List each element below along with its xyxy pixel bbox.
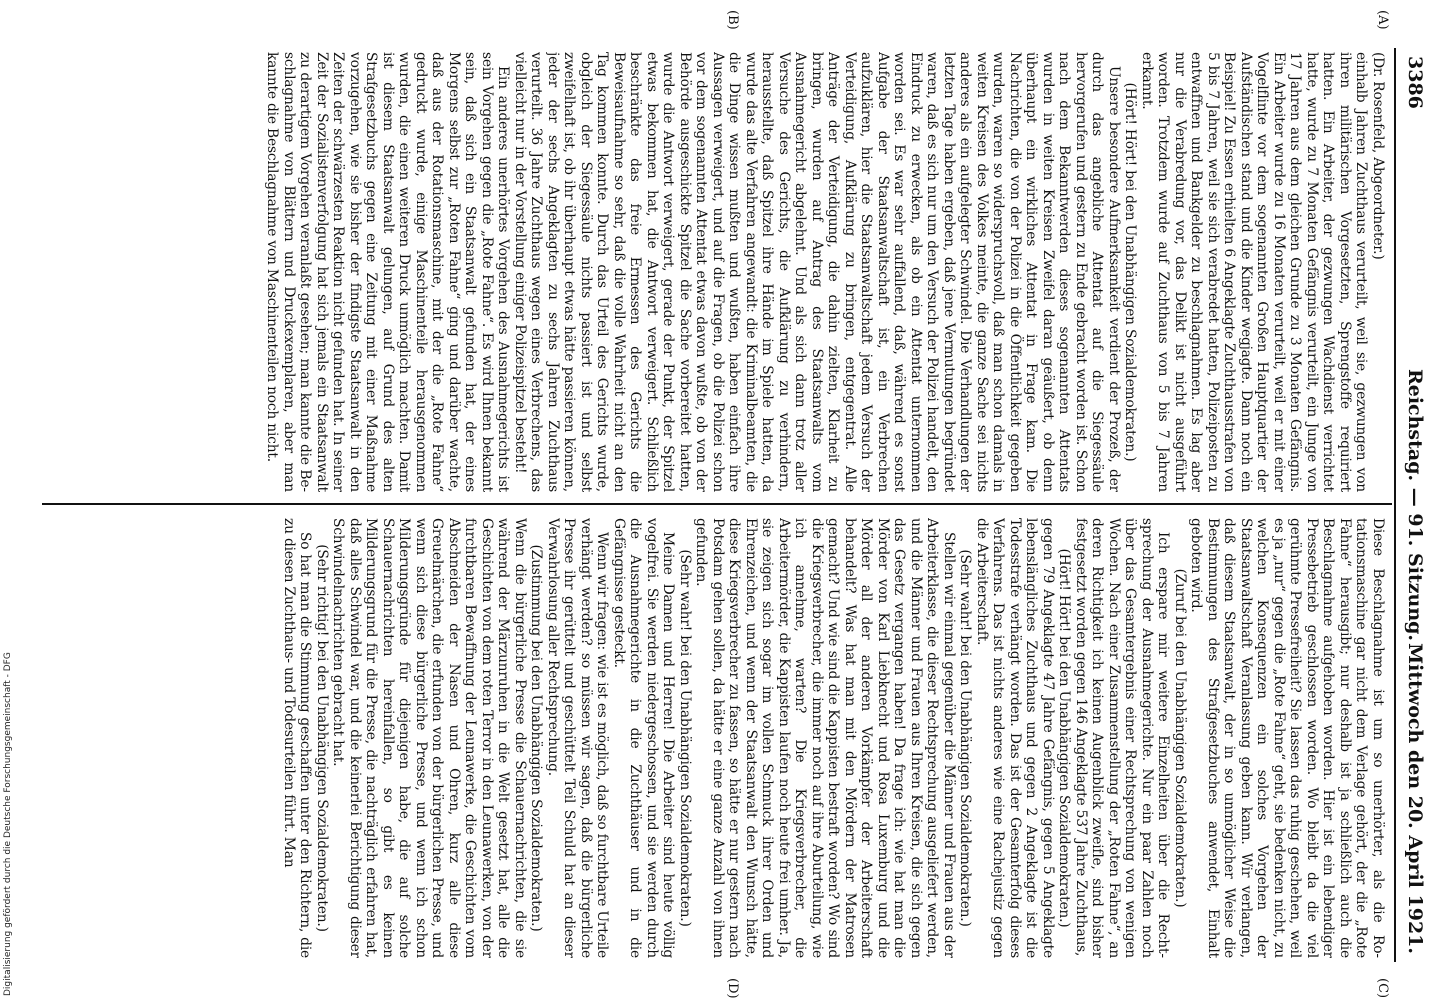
interjection: (Hört! Hört! bei den Unabhängigen Sozialdemokraten.)	[1122, 82, 1139, 462]
marker-c: (C)	[1375, 978, 1390, 999]
interjection: (Zustimmung bei den Unabhängigen Sozialdemokraten.)	[528, 544, 545, 932]
column-rule	[42, 503, 1392, 505]
rotated-page	[40, 10, 1430, 999]
paragraph: Unsere besondere Aufmerksamkeit verdient der Prozeß, der durch das angebliche Attentat auf die Siegessäule hervorgerufen und gestern zu Ende gebracht worden ist. Schon nach dem Bekanntwerden dieses sogenannten Attentats wurden in weiten Kreisen Zweifel daran geäußert, ob denn überhaupt ein wirkliches Attentat in Frage kam. Die Nachrichten, die von der Polizei in die Öffentlichkeit gegeben wurden, waren so widerspruchsvoll, daß man schon damals in weiten Kreisen des Volkes meinte, die ganze Sache sei nichts anderes als ein aufgelegter Schwindel. Die Verhandlungen der letzten Tage haben ergeben, daß jene Vermutungen begründet waren, daß es sich nur um den Versuch der Polizei handelt, den Eindruck zu erwecken, als ob ein Attentat unternommen worden sei. Es war sehr auffallend, daß, während es sonst Aufgabe der Staatsanwaltschaft ist, ein Verbrechen aufzuklären, hier die Staatsanwaltschaft jedem Versuch der Verteidigung, Aufklärung zu bringen, entgegentrat. Alle Anträge der Verteidigung, die dahin zielten, Klarheit zu bringen, wurden auf Antrag des Staatsanwalts vom Ausnahmegericht abgelehnt. Und als sich dann trotz aller Versuche des Gerichts, die Aufklärung zu verhindern, herausstellte, daß Spitzel ihre Hände im Spiele hatten, da wurde das alte Verfahren angewandt: die Kriminalbeamten, die die Dinge wissen mußten und wußten, haben einfach ihre Aussagen verweigert, und auf die Fragen, ob die Polizei schon vor dem sogenannten Attentat etwas davon wußte, ob von der Behörde ausgeschickte Spitzel die Sache vorbereitet hatten, wurde die Antwort verweigert, gerade der Punkt, der Spitzel etwas bekommen hat, die Antwort verweigert. Schließlich beschränkte das freie Ermessen des Gerichts die Beweisaufnahme so sehr, daß die volle Wahrheit nicht an den Tag kommen konnte. Durch das Urteil des Gerichts wurde, obgleich der Siegessäule nichts passiert ist und selbst zweifelhaft ist, ob ihr überhaupt etwas hätte passieren können, jeder der sechs Angeklagten zu sechs Jahren Zuchthaus verurteilt. 36 Jahre Zuchthaus wegen eines Verbrechens, das vielleicht nur in der Vorstellung einiger Polizeispitzel besteht!	[512, 52, 1122, 492]
paragraph: Stellen wir einmal gegenüber die Männer und Frauen aus der Arbeiterklasse, die dieser Rechtsprechung ausgeliefert werden, und die Männer und Frauen aus Ihren Kreisen, die sich gegen das Gesetz vergangen haben! Da frage ich: wie hat man die Mörder von Karl Liebknecht und Rosa Luxemburg und die Mörder all der anderen Vorkämpfer der Arbeiterschaft behandelt? Was hat man mit den Mördern der Matrosen gemacht? Und wie sind die Kappisten bestraft worden? Wo sind die Kriegsverbrecher, die immer noch auf ihre Aburteilung, wie ich annehme, warten? Die Kriegsverbrecher, die Arbeitermörder, die Kappisten laufen noch heute frei umher. Ja, sie zeigen sich sogar im vollen Schmuck ihrer Orden und Ehrenzeichen, und wenn der Staatsanwalt den Wunsch hätte, diese Kriegsverbrecher zu fassen, so hätte er nur gestern nach Potsdam gehen sollen, da hätte er eine ganze Anzahl von ihnen gefunden.	[693, 518, 957, 958]
page-title: Reichstag. — 91. Sitzung.	[1404, 368, 1426, 642]
scanned-page	[40, 10, 1430, 999]
paragraph: (Dr. Rosenfeld, Abgeordneter.)	[1370, 52, 1386, 260]
paragraph: So hat man die Stimmung geschaffen unter den Richtern, die zu diesen Zuchthaus- und Todesurteilen führt. Man	[281, 518, 314, 958]
marker-d: (D)	[725, 978, 740, 999]
paragraph: Meine Damen und Herren! Die Arbeiter sind heute völlig vogelfrei. Sie werden niedergeschossen, und sie werden durch die Ausnahmegerichte in die Zuchthäuser und in die Gefängnisse gesteckt.	[611, 518, 677, 958]
header-rule	[1394, 48, 1396, 962]
page-date: Mittwoch den 20. April 1921.	[1404, 643, 1426, 954]
page-number: 3386	[1404, 56, 1426, 109]
paragraph: Diese Beschlagnahme ist um so unerhörter, als die Rotationsmaschine gar nicht dem Verlage gehört, der die „Rote Fahne“ herausgibt; nur deshalb ist ja schließlich auch die Beschlagnahme aufgehoben worden. Hier ist ein lebendiger Pressebetrieb geschlossen worden. Wo bleibt da die viel gerühmte Pressefreiheit? Sie lassen das ruhig geschehen, weil es ja „nur“ gegen die „Rote Fahne“ geht, sie bedenken nicht, zu welchen Konsequenzen ein solches Vorgehen der Staatsanwaltschaft Veranlassung geben kann. Wir verlangen, daß diesem Staatsanwalt, der in so unmöglicher Weise die Bestimmungen des Strafgesetzbuches anwendet, Einhalt geboten wird.	[1188, 518, 1386, 958]
interjection: (Zuruf bei den Unabhängigen Sozialdemokraten.)	[1172, 568, 1188, 908]
footer-strip	[0, 0, 26, 1000]
marker-b: (B)	[725, 10, 740, 30]
page-header	[1394, 40, 1430, 970]
paragraph: Wenn wir fragen: wie ist es möglich, daß so furchtbare Urteile verhängt werden? so müssen wir sagen, daß die bürgerliche Presse ihr gerüttelt und geschüttelt Teil Schuld hat an dieser Verwahrlosung aller Rechtsprechung.	[545, 518, 611, 958]
left-column	[46, 52, 1386, 492]
marker-a: (A)	[1375, 10, 1390, 30]
interjection: (Hört! Hört! bei den Unabhängigen Sozialdemokraten.)	[1056, 548, 1073, 928]
paragraph: einhalb Jahren Zuchthaus verurteilt, weil sie, gezwungen von ihren militärischen Vorgesetzten, Sprengstoffe requiriert hatten. Ein Arbeiter, der gezwungen Wachdienst verrichtet hatte, wurde zu 7 Monaten Gefängnis verurteilt, ein Junge von 17 Jahren aus dem gleichen Grunde zu 3 Monaten Gefängnis. Ein Arbeiter wurde zu 16 Monaten verurteilt, weil er mit einer Vogelflinte vor dem sogenannten Großen Hauptquartier der Aufständischen stand und die Kinder wegjagte. Dann noch ein Beispiel! Zu Essen erhielten 6 Angeklagte Zuchthausstrafen von 5 bis 7 Jahren, weil sie sich verabredet hatten, Polizeiposten zu entwaffnen und Bankgelder zu beschlagnahmen. Es lag aber nur die Verabredung vor, das Delikt ist nicht ausgeführt worden. Trotzdem wurde auf Zuchthaus von 5 bis 7 Jahren erkannt.	[1139, 52, 1370, 492]
paragraph: Wenn die bürgerliche Presse die Schauernachrichten, die sie während der Märzunruhen in die Welt gesetzt hat, alle die Geschichten von dem roten Terror in den Leunawerken, von der furchtbaren Bewaffnung der Leunawerke, die Geschichten vom Abschneiden der Nasen und Ohren, kurz alle diese Greuelmärchen, die erfunden von der bürgerlichen Presse, und wenn sich diese bürgerliche Presse, und wenn ich schon Milderungsgründe für diejenigen habe, die auf solche Schauernachrichten hereinfallen, so gibt es keinen Milderungsgrund für die Presse, die nachträglich erfahren hat, daß alles Schwindel war, und die keinerlei Berichtigung dieser Schwindelnachrichten gebracht hat.	[330, 518, 528, 958]
interjection: (Sehr wahr! bei den Unabhängigen Sozialdemokraten.)	[957, 549, 974, 927]
paragraph: Ich erspare mir weitere Einzelheiten über die Rechtsprechung der Ausnahmegerichte. Nur ein paar Zahlen noch über das Gesamtergebnis einer Rechtsprechung von wenigen Wochen. Nach einer Zusammenstellung der „Roten Fahne“, an deren Richtigkeit ich keinen Augenblick zweifle, sind bisher festgesetzt worden gegen 146 Angeklagte 537 Jahre Zuchthaus,	[1073, 518, 1172, 958]
footer-attribution: Digitalisierung gefördert durch die Deutsche Forschungsgemeinschaft - DFG	[3, 652, 13, 996]
interjection: (Sehr wahr! bei den Unabhängigen Sozialdemokraten.)	[677, 549, 693, 927]
interjection: (Sehr richtig! bei den Unabhängigen Sozialdemokraten.)	[314, 544, 330, 932]
right-column	[46, 518, 1386, 958]
paragraph: Ein anderes unerhörtes Vorgehen des Ausnahmegerichts ist sein Vorgehen gegen die „Rote Fahne“. Es wird Ihnen bekannt sein, daß sich ein Staatsanwalt gefunden hat, der eines Morgens selbst zur „Roten Fahne“ ging und darüber wachte, daß aus der Rotationsmaschine, mit der die „Rote Fahne“ gedruckt wurde, einige Maschinenteile herausgenommen wurden, die einen weiteren Druck unmöglich machten. Damit ist diesem Staatsanwalt gelungen, auf Grund des alten Strafgesetzbuchs gegen eine Zeitung mit einer Maßnahme vorzugehen, wie sie bisher der findigste Staatsanwalt in den Zeiten der schwärzesten Reaktion nicht gefunden hat. In seiner Zeit der Sozialistenverfolgung hat sich jemals ein Staatsanwalt zu derartigem Vorgehen veranlaßt gesehen; man kannte die Beschlagnahme von Blättern und Druckexemplaren, aber man kannte die Beschlagnahme von Maschinenteilen noch nicht.	[264, 52, 512, 492]
paragraph: gegen 79 Angeklagte 47 Jahre Gefängnis, gegen 5 Angeklagte lebenslängliches Zuchthaus und gegen 2 Angeklagte ist die Todesstrafe verhängt worden. Das ist der Gesamterfolg dieses Verfahrens. Das ist nichts anderes wie eine Rachejustiz gegen die Arbeiterschaft.	[974, 518, 1056, 958]
